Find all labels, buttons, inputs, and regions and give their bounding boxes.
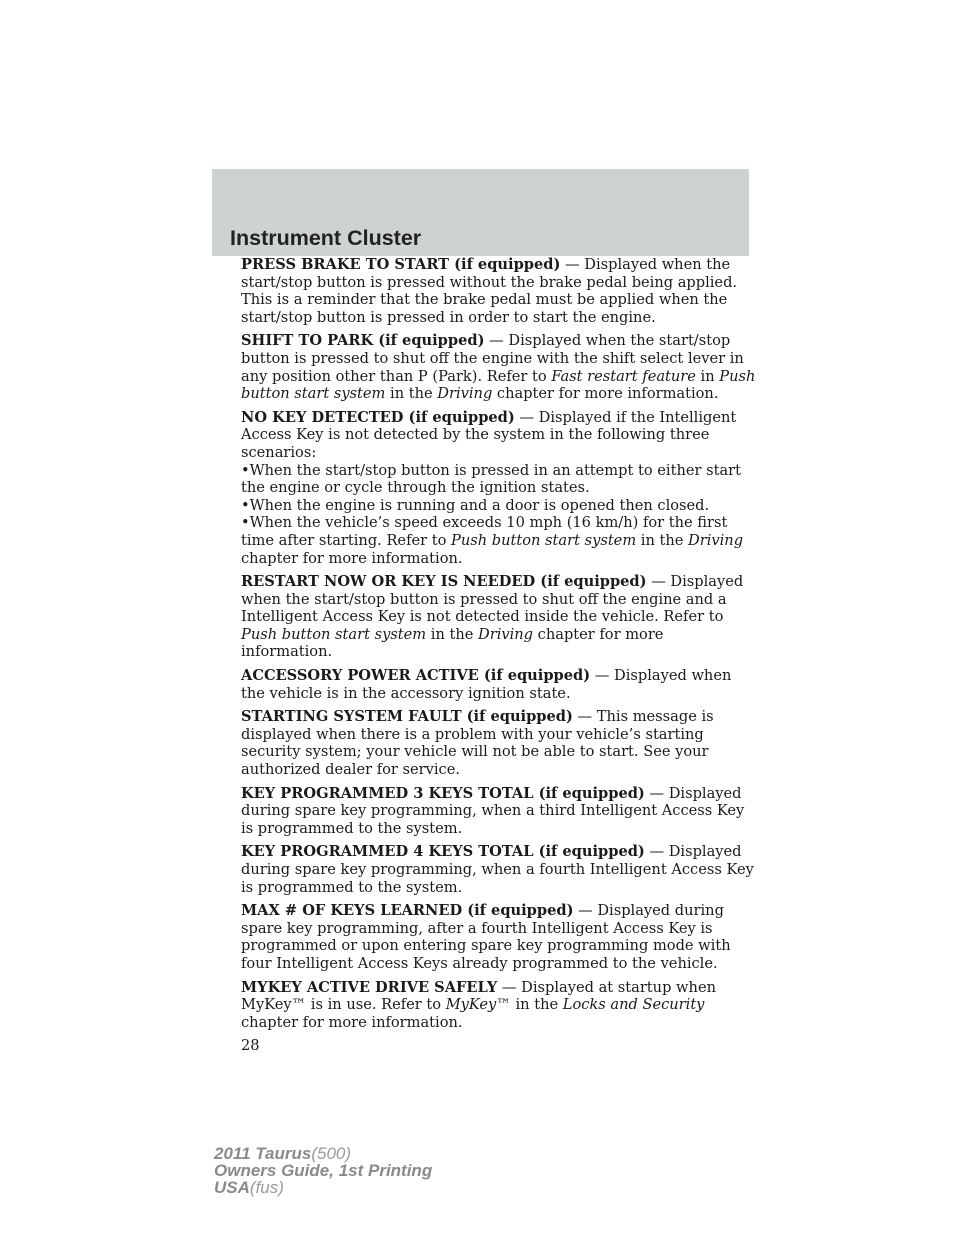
footer-market-line <box>214 1179 432 1196</box>
entry-term: ACCESSORY POWER ACTIVE (if equipped) <box>241 667 591 685</box>
cross-reference: Push button start system <box>241 367 756 403</box>
entry-max-keys-learned <box>241 902 756 972</box>
entry-text: — Displayed when the start/stop button is pressed to shut off the engine and a Intelligent Access Key is not detected inside the vehicle. Refer to <box>241 573 744 626</box>
footer-market: USA <box>214 1178 250 1197</box>
entry-accessory-power-active <box>241 667 756 702</box>
entry-term: KEY PROGRAMMED 3 KEYS TOTAL (if equipped) <box>241 784 645 802</box>
page-content <box>241 256 756 1055</box>
cross-reference: Locks and Security <box>562 996 705 1014</box>
bullet-item <box>241 514 756 567</box>
entry-text: chapter for more information. <box>241 625 664 661</box>
entry-shift-to-park <box>241 332 756 402</box>
entry-starting-system-fault <box>241 708 756 778</box>
entry-text: — Displayed during spare key programming, after a fourth Intelligent Access Key is programmed or upon entering spare key programming mode with four Intelligent Access Keys already programmed to the vehicle. <box>241 902 731 972</box>
entry-press-brake-to-start <box>241 256 756 326</box>
entry-mykey-active <box>241 979 756 1032</box>
entry-term: KEY PROGRAMMED 4 KEYS TOTAL (if equipped) <box>241 843 645 861</box>
footer-guide: Owners Guide, 1st Printing <box>214 1161 433 1180</box>
cross-reference: MyKey™ <box>445 996 511 1014</box>
entry-text: chapter for more information. <box>241 1013 463 1031</box>
entry-text: in the <box>510 996 563 1014</box>
entry-text: chapter for more information. <box>492 385 719 403</box>
page-number: 28 <box>241 1037 260 1055</box>
cross-reference: Driving <box>688 531 744 549</box>
entry-restart-now <box>241 573 756 661</box>
entry-term: STARTING SYSTEM FAULT (if equipped) <box>241 708 573 726</box>
entry-text: in the <box>385 385 438 403</box>
footer-market-code: (fus) <box>249 1178 284 1197</box>
entry-text: — Displayed when the vehicle is in the accessory ignition state. <box>241 667 732 702</box>
entry-text: in the <box>426 625 479 643</box>
entry-text: — Displayed when the start/stop button is pressed without the brake pedal being applied. This is a reminder that the brake pedal must be applied when the start/stop button is pressed in order to start the engine. <box>241 256 738 326</box>
entry-term: NO KEY DETECTED (if equipped) <box>241 408 515 426</box>
print-footer <box>214 1145 432 1196</box>
footer-model: 2011 Taurus <box>214 1144 312 1163</box>
cross-reference: Driving <box>478 625 534 643</box>
cross-reference: Driving <box>437 385 493 403</box>
bullet-item: •When the engine is running and a door is opened then closed. <box>241 496 710 514</box>
entry-term: MAX # OF KEYS LEARNED (if equipped) <box>241 902 574 920</box>
entry-term: SHIFT TO PARK (if equipped) <box>241 332 485 350</box>
entry-text: — Displayed at startup when MyKey™ is in use. Refer to <box>241 978 716 1014</box>
entry-text: in the <box>636 531 689 549</box>
entry-text: — Displayed during spare key programming, when a third Intelligent Access Key is programmed to the system. <box>241 784 745 837</box>
entry-key-programmed-3 <box>241 785 756 838</box>
entry-key-programmed-4 <box>241 843 756 896</box>
footer-model-code: (500) <box>311 1144 352 1163</box>
entry-text: — Displayed if the Intelligent Access Key is not detected by the system in the following three scenarios: <box>241 408 737 461</box>
footer-model-line <box>214 1145 432 1162</box>
entry-text: — Displayed during spare key programming, when a fourth Intelligent Access Key is programmed to the system. <box>241 843 754 896</box>
entry-text: •When the vehicle’s speed exceeds 10 mph (16 km/h) for the first time after starting. Refer to <box>241 514 728 549</box>
entry-text: — This message is displayed when there is a problem with your vehicle’s starting security system; your vehicle will not be able to start. See your authorized dealer for service. <box>241 708 714 779</box>
bullet-item: •When the start/stop button is pressed in an attempt to either start the engine or cycle through the ignition states. <box>241 461 741 497</box>
entry-text: — Displayed when the start/stop button is pressed to shut off the engine with the shift select lever in any position other than P (Park). Refer to <box>241 332 744 385</box>
entry-term: RESTART NOW OR KEY IS NEEDED (if equipped) <box>241 573 647 591</box>
entry-no-key-detected <box>241 409 756 567</box>
cross-reference: Fast restart feature <box>551 367 696 385</box>
cross-reference: Push button start system <box>241 625 427 643</box>
entry-term: MYKEY ACTIVE DRIVE SAFELY <box>241 978 498 996</box>
cross-reference: Push button start system <box>451 531 637 549</box>
entry-text: chapter for more information. <box>241 549 463 567</box>
footer-guide-line <box>214 1162 432 1179</box>
section-header-band <box>212 169 749 256</box>
entry-term: PRESS BRAKE TO START (if equipped) <box>241 256 561 273</box>
entry-text: in <box>695 367 720 385</box>
section-title: Instrument Cluster <box>230 226 422 250</box>
